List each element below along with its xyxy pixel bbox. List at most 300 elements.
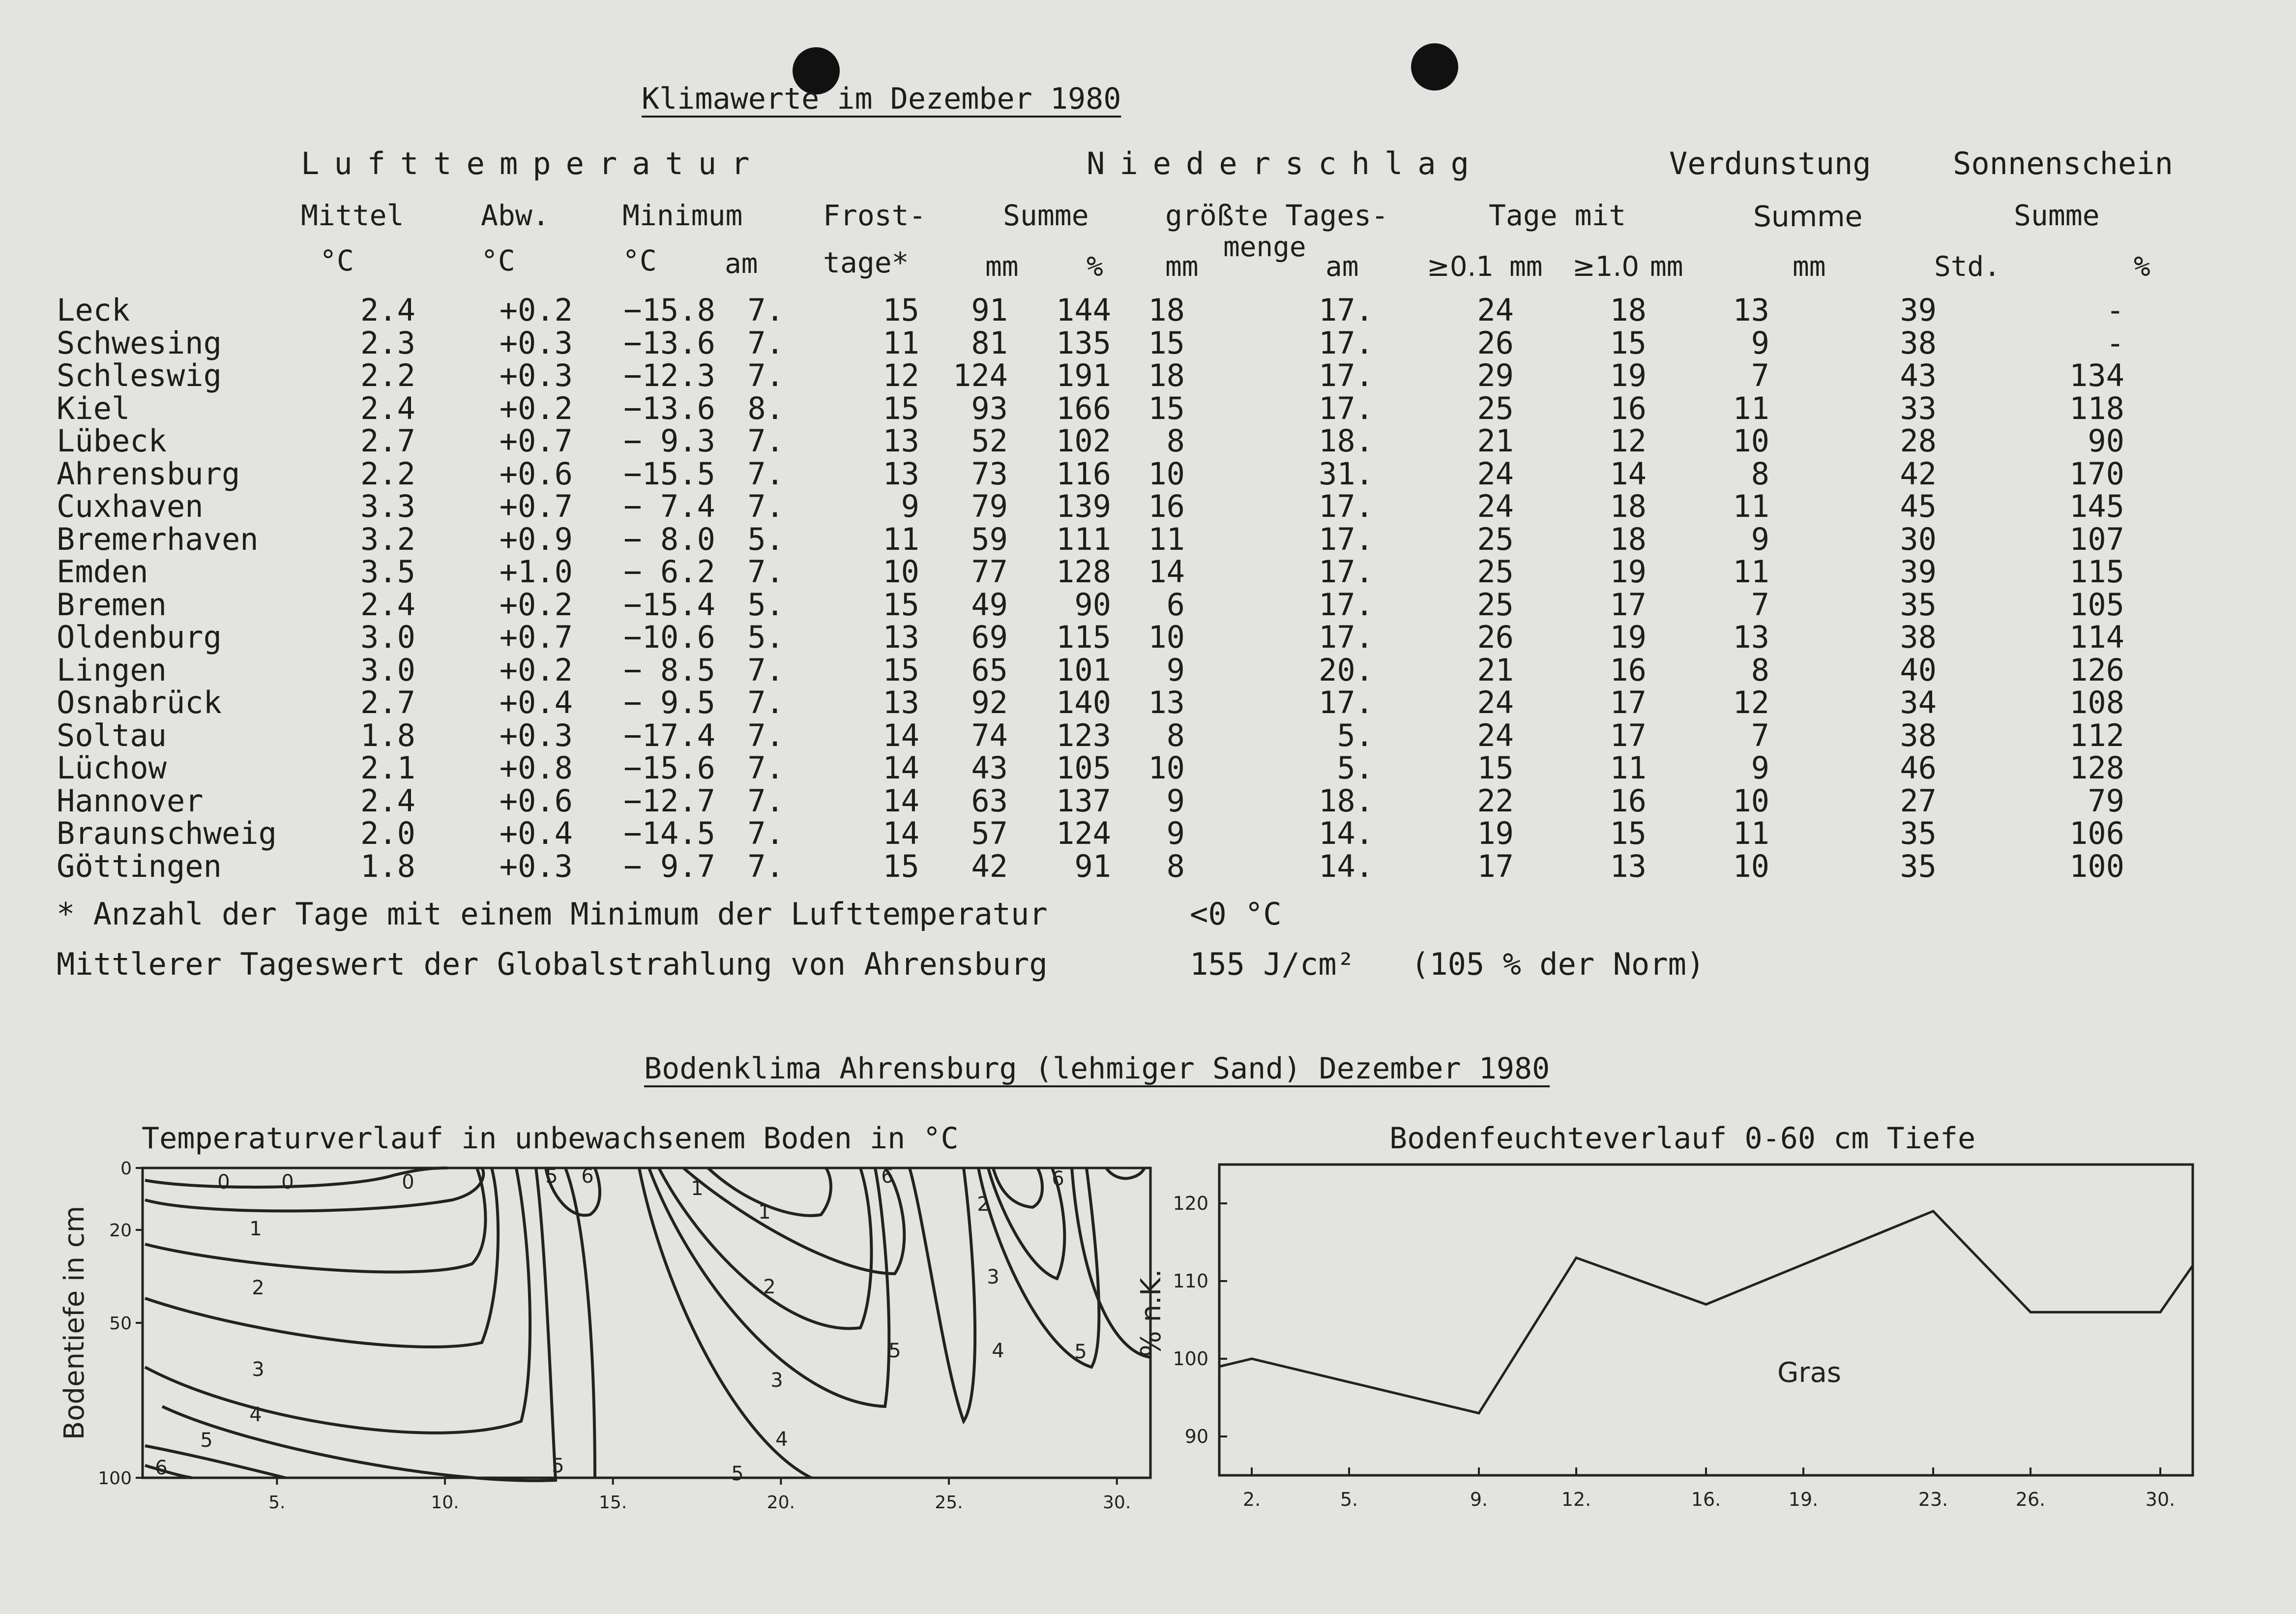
sunshine-hours: 34 [1900,685,1937,720]
precip-sum-mm: 73 [971,455,1008,492]
max-daily-date: 18. [1319,782,1374,819]
temp-mean: 3.5 [360,554,415,590]
temp-deviation: +0.3 [499,717,573,753]
y-axis-label: % n.K. [1135,1269,1167,1357]
frost-days: 15 [883,848,919,884]
subheader-deviation: Abw. [481,199,550,232]
sunshine-hours: 27 [1900,782,1937,819]
temp-minimum: − 8.5 [623,652,715,688]
frost-days: 14 [883,782,919,819]
days-ge01: 24 [1477,292,1514,328]
station-name: Lübeck [57,423,167,459]
unit-ge10: ≥1.0 [1572,251,1639,283]
days-ge10: 19 [1610,358,1647,393]
isotherm-label: 5 [545,1165,558,1188]
precip-sum-mm: 63 [971,782,1008,819]
table-row [57,719,2124,752]
frost-days: 13 [883,423,919,459]
temp-mean: 2.0 [360,815,415,851]
temp-minimum: −15.4 [623,586,715,623]
evaporation-sum: 8 [1751,455,1769,492]
evaporation-sum: 7 [1751,717,1769,753]
days-ge01: 24 [1477,488,1514,524]
temp-deviation: +0.2 [499,652,573,688]
days-ge10: 15 [1610,815,1647,851]
isotherm-label: 4 [992,1340,1004,1362]
precip-sum-pct: 123 [1056,717,1111,753]
evaporation-sum: 10 [1733,848,1769,884]
sunshine-pct: 105 [2069,586,2124,623]
sunshine-hours: 38 [1900,717,1937,753]
sunshine-hours: 38 [1900,619,1937,655]
days-ge10: 14 [1610,455,1647,492]
footnote-radiation-norm: (105 % der Norm) [1411,946,1705,982]
max-daily-mm: 9 [1166,815,1185,851]
frost-days: 9 [901,488,919,524]
table-row [57,817,2124,850]
header-air-temperature: Lufttemperatur [301,146,765,181]
sunshine-hours: 42 [1900,455,1937,492]
sunshine-hours: 46 [1900,750,1937,786]
sunshine-hours: 40 [1900,652,1937,688]
page-title: Klimawerte im Dezember 1980 [642,82,1121,116]
minimum-date: 7. [747,358,784,393]
sunshine-pct: - [2106,292,2124,328]
sunshine-pct: - [2106,325,2124,361]
precip-sum-mm: 57 [971,815,1008,851]
max-daily-date: 17. [1319,390,1374,426]
chart-title-soil-temperature: Temperaturverlauf in unbewachsenem Boden in °C [142,1121,959,1156]
temp-minimum: − 8.0 [623,521,715,557]
max-daily-date: 17. [1319,325,1374,361]
unit-sun-pct: % [2134,251,2150,283]
temp-mean: 3.2 [360,521,415,557]
precip-sum-mm: 49 [971,586,1008,623]
station-name: Emden [57,554,148,590]
chart-title-soil-moisture: Bodenfeuchteverlauf 0-60 cm Tiefe [1389,1121,1976,1156]
max-daily-date: 5. [1337,750,1374,786]
isotherm-label: 0 [281,1171,294,1194]
temp-deviation: +0.4 [499,815,573,851]
unit-min-on: am [725,248,758,280]
series-annotation: Gras [1777,1357,1841,1389]
x-tick-label: 12. [1561,1489,1591,1510]
max-daily-date: 17. [1319,358,1374,393]
header-evaporation: Verdunstung [1669,146,1871,181]
days-ge01: 21 [1477,652,1514,688]
table-row [57,556,2124,589]
isotherm-label: 5 [888,1340,901,1362]
days-ge01: 19 [1477,815,1514,851]
table-row [57,850,2124,883]
sunshine-pct: 118 [2069,390,2124,426]
precip-sum-pct: 137 [1056,782,1111,819]
temp-deviation: +0.3 [499,358,573,393]
isotherm-label: 1 [249,1218,262,1240]
max-daily-date: 14. [1319,815,1374,851]
frost-days: 15 [883,292,919,328]
sunshine-hours: 35 [1900,586,1937,623]
temp-minimum: − 6.2 [623,554,715,590]
max-daily-date: 20. [1319,652,1374,688]
minimum-date: 7. [747,652,784,688]
precip-sum-pct: 128 [1056,554,1111,590]
minimum-date: 7. [747,848,784,884]
station-name: Hannover [57,782,204,819]
y-tick-label: 50 [109,1314,132,1334]
soil-moisture-chart [1131,1146,2262,1510]
days-ge10: 18 [1610,488,1647,524]
subheader-mean: Mittel [301,199,404,232]
station-name: Osnabrück [57,685,222,720]
max-daily-mm: 10 [1148,455,1185,492]
unit-precip-mm: mm [985,251,1019,283]
evaporation-sum: 10 [1733,782,1769,819]
precip-sum-pct: 166 [1056,390,1111,426]
footnote-radiation-value: 155 J/cm² [1190,946,1355,982]
table-row [57,327,2124,360]
max-daily-mm: 10 [1148,750,1185,786]
precip-sum-mm: 81 [971,325,1008,361]
y-tick-label: 0 [120,1159,132,1179]
temp-deviation: +0.7 [499,488,573,524]
days-ge01: 26 [1477,619,1514,655]
temp-mean: 1.8 [360,848,415,884]
unit-ge01-mm: mm [1509,251,1543,283]
evaporation-sum: 11 [1733,554,1769,590]
max-daily-mm: 8 [1166,423,1185,459]
isotherm-lines [145,1168,1150,1481]
frost-days: 13 [883,455,919,492]
unit-ge10-mm: mm [1650,251,1683,283]
max-daily-mm: 9 [1166,782,1185,819]
y-tick-label: 90 [1184,1426,1208,1447]
temp-mean: 2.4 [360,390,415,426]
precip-sum-pct: 111 [1056,521,1111,557]
precip-sum-mm: 92 [971,685,1008,720]
sunshine-hours: 45 [1900,488,1937,524]
table-row [57,490,2124,523]
isotherm-label: 0 [402,1171,414,1194]
precip-sum-pct: 102 [1056,423,1111,459]
temp-minimum: −12.7 [623,782,715,819]
sunshine-pct: 90 [2088,423,2124,459]
table-row [57,294,2124,327]
sunshine-pct: 114 [2069,619,2124,655]
sunshine-pct: 100 [2069,848,2124,884]
days-ge01: 25 [1477,586,1514,623]
max-daily-mm: 11 [1148,521,1185,557]
temp-deviation: +0.7 [499,423,573,459]
temp-minimum: −15.5 [623,455,715,492]
temp-deviation: +0.6 [499,455,573,492]
table-row [57,425,2124,458]
days-ge01: 26 [1477,325,1514,361]
max-daily-mm: 14 [1148,554,1185,590]
evaporation-sum: 11 [1733,815,1769,851]
precip-sum-pct: 140 [1056,685,1111,720]
y-tick-label: 120 [1173,1193,1208,1214]
x-tick-label: 30. [1103,1493,1131,1513]
minimum-date: 7. [747,423,784,459]
sunshine-hours: 38 [1900,325,1937,361]
days-ge10: 17 [1610,717,1647,753]
precip-sum-pct: 124 [1056,815,1111,851]
sunshine-hours: 39 [1900,554,1937,590]
header-sunshine: Sonnenschein [1953,146,2173,181]
unit-mean: °C [320,244,354,277]
max-daily-date: 17. [1319,619,1374,655]
days-ge01: 24 [1477,685,1514,720]
precip-sum-pct: 116 [1056,455,1111,492]
temp-mean: 2.4 [360,782,415,819]
frost-days: 11 [883,521,919,557]
subheader-frost-2: tage* [823,246,909,279]
isotherm-label: 6 [155,1457,168,1479]
temp-deviation: +0.2 [499,390,573,426]
minimum-date: 7. [747,815,784,851]
moisture-series-line [1219,1211,2193,1413]
days-ge01: 25 [1477,554,1514,590]
temp-mean: 2.1 [360,750,415,786]
days-ge01: 25 [1477,390,1514,426]
max-daily-mm: 13 [1148,685,1185,720]
unit-precip-pct: % [1087,251,1103,283]
max-daily-date: 17. [1319,292,1374,328]
temp-minimum: −10.6 [623,619,715,655]
temp-mean: 2.2 [360,358,415,393]
evaporation-sum: 7 [1751,358,1769,393]
precip-sum-mm: 65 [971,652,1008,688]
station-name: Leck [57,292,130,328]
subheader-evap-sum: Summe [1753,200,1863,233]
temp-minimum: − 9.5 [623,685,715,720]
days-ge10: 19 [1610,554,1647,590]
isotherm-label: 5 [731,1463,744,1485]
isotherm-label: 3 [770,1369,783,1392]
frost-days: 15 [883,390,919,426]
table-row [57,687,2124,719]
isotherm-label: 3 [987,1266,1000,1288]
max-daily-mm: 16 [1148,488,1185,524]
footnote-frost-days: * Anzahl der Tage mit einem Minimum der Lufttemperatur [57,896,1048,932]
precip-sum-pct: 144 [1056,292,1111,328]
evaporation-sum: 8 [1751,652,1769,688]
subheader-precip-sum: Summe [1003,199,1089,232]
days-ge01: 22 [1477,782,1514,819]
x-tick-label: 9. [1470,1489,1488,1510]
evaporation-sum: 11 [1733,390,1769,426]
precip-sum-mm: 77 [971,554,1008,590]
precip-sum-mm: 124 [953,358,1008,393]
temp-mean: 2.7 [360,423,415,459]
precip-sum-pct: 139 [1056,488,1111,524]
table-row [57,654,2124,687]
y-tick-label: 20 [109,1221,132,1241]
max-daily-mm: 10 [1148,619,1185,655]
precip-sum-mm: 42 [971,848,1008,884]
x-tick-label: 26. [2015,1489,2046,1510]
soil-section-title: Bodenklima Ahrensburg (lehmiger Sand) Dezember 1980 [644,1051,1550,1086]
precip-sum-mm: 91 [971,292,1008,328]
max-daily-date: 17. [1319,521,1374,557]
minimum-date: 7. [747,554,784,590]
sunshine-pct: 115 [2069,554,2124,590]
minimum-date: 7. [747,750,784,786]
subheader-frost: Frost- [823,199,926,232]
minimum-date: 7. [747,325,784,361]
subheader-days-with: Tage mit [1489,199,1626,232]
table-row [57,458,2124,491]
sunshine-hours: 39 [1900,292,1937,328]
evaporation-sum: 9 [1751,521,1769,557]
isotherm-label: 6 [581,1165,594,1188]
station-name: Lingen [57,652,167,688]
isotherm-label: 3 [252,1358,265,1381]
days-ge10: 17 [1610,685,1647,720]
frost-days: 11 [883,325,919,361]
minimum-date: 5. [747,586,784,623]
x-tick-label: 16. [1691,1489,1721,1510]
station-name: Göttingen [57,848,222,884]
y-tick-label: 100 [1173,1348,1208,1370]
max-daily-date: 14. [1319,848,1374,884]
sunshine-pct: 126 [2069,652,2124,688]
temp-minimum: −12.3 [623,358,715,393]
evaporation-sum: 11 [1733,488,1769,524]
max-daily-mm: 8 [1166,848,1185,884]
temp-mean: 3.0 [360,619,415,655]
minimum-date: 7. [747,717,784,753]
station-name: Schwesing [57,325,222,361]
frost-days: 13 [883,619,919,655]
climate-table [57,294,2124,883]
temp-deviation: +0.2 [499,586,573,623]
sunshine-pct: 106 [2069,815,2124,851]
precip-sum-mm: 79 [971,488,1008,524]
minimum-date: 7. [747,455,784,492]
evaporation-sum: 13 [1733,619,1769,655]
days-ge10: 16 [1610,652,1647,688]
table-row [57,392,2124,425]
temp-deviation: +0.2 [499,292,573,328]
evaporation-sum: 9 [1751,750,1769,786]
minimum-date: 5. [747,619,784,655]
max-daily-date: 17. [1319,554,1374,590]
unit-minimum: °C [622,244,657,277]
temp-minimum: −13.6 [623,390,715,426]
precip-sum-pct: 91 [1074,848,1111,884]
precip-sum-mm: 74 [971,717,1008,753]
max-daily-date: 18. [1319,423,1374,459]
sunshine-pct: 134 [2069,358,2124,393]
y-tick-label: 100 [98,1468,132,1489]
precip-sum-pct: 191 [1056,358,1111,393]
max-daily-mm: 18 [1148,292,1185,328]
frost-days: 12 [883,358,919,393]
evaporation-sum: 10 [1733,423,1769,459]
x-tick-label: 5. [1340,1489,1358,1510]
max-daily-date: 17. [1319,488,1374,524]
soil-temperature-chart [49,1146,1131,1513]
max-daily-mm: 18 [1148,358,1185,393]
sunshine-hours: 30 [1900,521,1937,557]
days-ge01: 15 [1477,750,1514,786]
punch-hole-right [1411,43,1458,90]
temp-minimum: − 9.7 [623,848,715,884]
temp-minimum: − 9.3 [623,423,715,459]
temp-mean: 3.0 [360,652,415,688]
table-row [57,359,2124,392]
unit-max-mm: mm [1165,251,1199,283]
precip-sum-pct: 105 [1056,750,1111,786]
temp-deviation: +0.6 [499,782,573,819]
temp-deviation: +0.3 [499,325,573,361]
days-ge01: 25 [1477,521,1514,557]
temp-deviation: +0.7 [499,619,573,655]
minimum-date: 8. [747,390,784,426]
sunshine-hours: 43 [1900,358,1937,393]
days-ge10: 17 [1610,586,1647,623]
temp-deviation: +0.3 [499,848,573,884]
isotherm-label-group [155,1165,1087,1485]
precip-sum-pct: 135 [1056,325,1111,361]
precip-sum-pct: 90 [1074,586,1111,623]
max-daily-date: 5. [1337,717,1374,753]
precip-sum-mm: 43 [971,750,1008,786]
unit-max-on: am [1325,251,1359,283]
precip-sum-mm: 59 [971,521,1008,557]
temp-deviation: +0.9 [499,521,573,557]
station-name: Braunschweig [57,815,277,851]
isotherm-label: 2 [977,1193,990,1216]
sunshine-hours: 28 [1900,423,1937,459]
days-ge10: 12 [1610,423,1647,459]
minimum-date: 7. [747,292,784,328]
x-tick-label: 20. [766,1493,795,1513]
station-name: Schleswig [57,358,222,393]
precip-sum-pct: 115 [1056,619,1111,655]
evaporation-sum: 13 [1733,292,1769,328]
subheader-minimum: Minimum [622,199,743,232]
max-daily-date: 31. [1319,455,1374,492]
temp-mean: 1.8 [360,717,415,753]
days-ge01: 24 [1477,455,1514,492]
max-daily-mm: 6 [1166,586,1185,623]
days-ge10: 18 [1610,521,1647,557]
station-name: Kiel [57,390,130,426]
table-row [57,752,2124,785]
sunshine-pct: 128 [2069,750,2124,786]
precip-sum-pct: 101 [1056,652,1111,688]
frost-days: 13 [883,685,919,720]
table-row [57,621,2124,654]
x-tick-label: 5. [268,1493,286,1513]
sunshine-hours: 33 [1900,390,1937,426]
station-name: Cuxhaven [57,488,204,524]
precip-sum-mm: 52 [971,423,1008,459]
max-daily-date: 17. [1319,586,1374,623]
isotherm-label: 6 [1052,1167,1064,1190]
sunshine-pct: 112 [2069,717,2124,753]
max-daily-mm: 15 [1148,325,1185,361]
header-precipitation: Niederschlag [1087,146,1484,181]
sunshine-pct: 108 [2069,685,2124,720]
isotherm-label: 5 [552,1455,564,1477]
sunshine-hours: 35 [1900,848,1937,884]
subheader-max-daily: größte Tages- [1165,199,1388,232]
temp-mean: 2.2 [360,455,415,492]
